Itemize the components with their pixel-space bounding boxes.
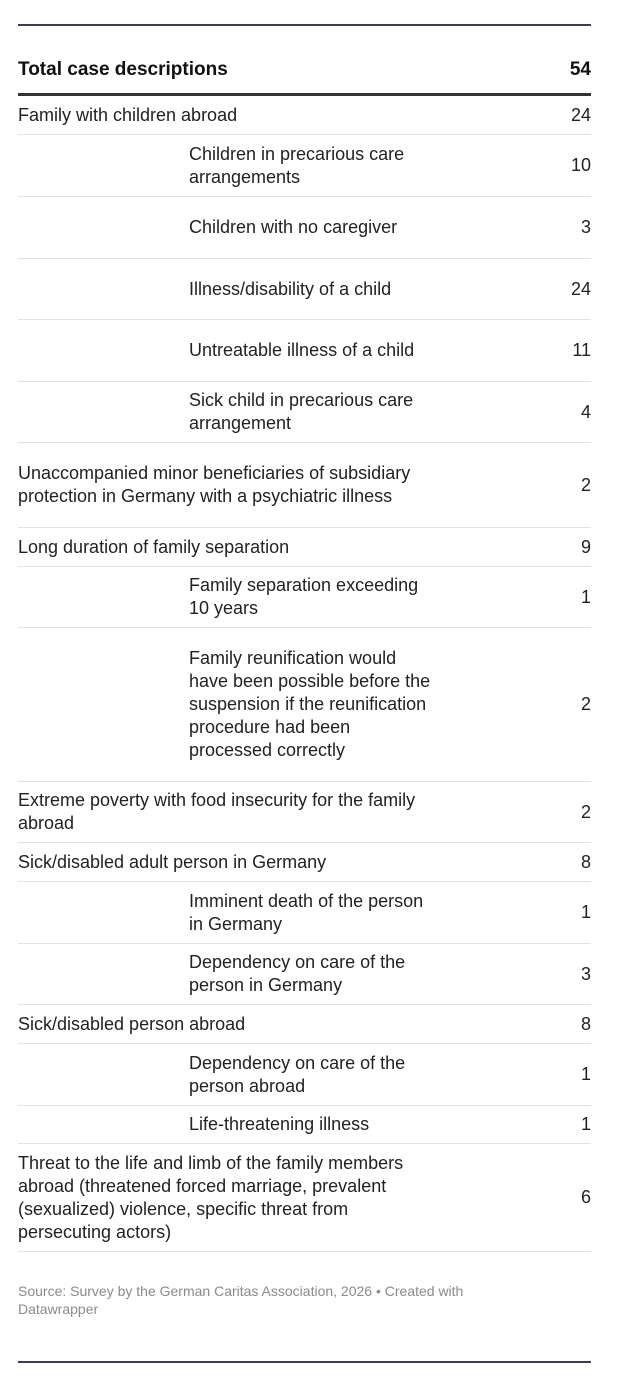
row-label: Sick/disabled person abroad xyxy=(18,1013,246,1034)
row-value: 3 xyxy=(580,217,591,237)
row-label: Extreme poverty with food insecurity for the family abroad xyxy=(18,790,416,833)
row-label: Threat to the life and limb of the family members abroad (threatened forced marriage, prevalent (sexualized) violence, specific threat from persecuting actors) xyxy=(18,1152,404,1242)
row-value: 8 xyxy=(580,1013,591,1034)
row-value: 6 xyxy=(580,1187,591,1207)
table-row xyxy=(18,382,591,443)
table-row xyxy=(18,944,591,1005)
row-value: 4 xyxy=(580,401,591,422)
row-label: Family reunification would have been possible before the suspension if the reunification procedure had been processed correctly xyxy=(189,648,431,760)
header-value: 54 xyxy=(569,59,591,80)
table-header xyxy=(18,54,591,96)
table-row xyxy=(18,567,591,628)
source-note: Source: Survey by the German Caritas Association, 2026 • Created with Datawrapper xyxy=(18,1283,464,1317)
table-row xyxy=(18,628,591,782)
row-value: 2 xyxy=(580,474,591,495)
row-label: Sick child in precarious care arrangement xyxy=(189,390,414,433)
table-row xyxy=(18,528,591,567)
table-row xyxy=(18,320,591,382)
table-row xyxy=(18,782,591,843)
row-label: Dependency on care of the person in Germany xyxy=(189,952,406,995)
header-label: Total case descriptions xyxy=(18,59,228,80)
row-label: Untreatable illness of a child xyxy=(189,340,415,360)
row-label: Imminent death of the person in Germany xyxy=(189,890,424,934)
row-label: Family with children abroad xyxy=(18,104,238,125)
row-label: Long duration of family separation xyxy=(18,536,290,557)
row-value: 10 xyxy=(570,155,591,175)
row-value: 2 xyxy=(580,694,591,714)
data-table xyxy=(18,54,591,1252)
row-value: 24 xyxy=(570,278,591,299)
table-row xyxy=(18,1005,591,1044)
table-row xyxy=(18,1144,591,1252)
bottom-rule xyxy=(18,1361,591,1363)
row-label: Dependency on care of the person abroad xyxy=(189,1052,406,1096)
row-value: 8 xyxy=(580,851,591,872)
row-label: Illness/disability of a child xyxy=(189,278,392,299)
row-value: 1 xyxy=(580,1114,591,1134)
table-row xyxy=(18,882,591,944)
row-label: Sick/disabled adult person in Germany xyxy=(18,851,327,872)
table-body xyxy=(18,96,591,1252)
table-row xyxy=(18,197,591,259)
top-rule xyxy=(18,24,591,26)
row-value: 9 xyxy=(580,536,591,557)
table-row xyxy=(18,1044,591,1106)
table-row xyxy=(18,259,591,320)
row-label: Family separation exceeding 10 years xyxy=(189,575,419,618)
row-value: 3 xyxy=(580,963,591,984)
table-row xyxy=(18,443,591,528)
table-row xyxy=(18,843,591,882)
row-value: 1 xyxy=(580,586,591,607)
row-value: 2 xyxy=(580,801,591,822)
row-label: Children in precarious care arrangements xyxy=(189,143,405,187)
row-label: Unaccompanied minor beneficiaries of subsidiary protection in Germany with a psychiatric illness xyxy=(18,463,411,506)
row-value: 1 xyxy=(580,1064,591,1084)
row-label: Children with no caregiver xyxy=(189,217,398,237)
row-label: Life-threatening illness xyxy=(189,1114,370,1134)
row-value: 1 xyxy=(580,902,591,922)
row-value: 11 xyxy=(572,340,591,360)
table-row xyxy=(18,135,591,197)
row-value: 24 xyxy=(570,104,591,125)
table-row xyxy=(18,96,591,135)
table-row xyxy=(18,1106,591,1144)
